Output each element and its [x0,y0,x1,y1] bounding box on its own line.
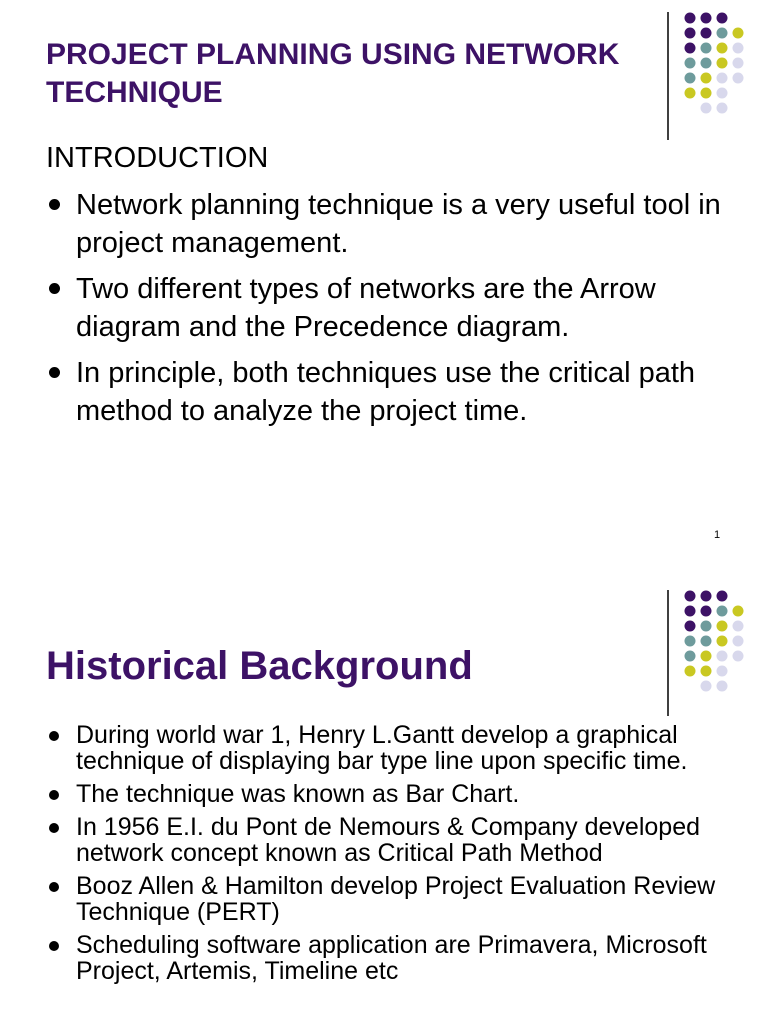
decorative-dot [717,651,728,662]
decorative-dot [701,651,712,662]
decorative-dot [701,666,712,677]
decorative-dot [717,103,728,114]
decorative-dot [717,636,728,647]
bullet-icon [49,941,59,951]
list-item-text: Booz Allen & Hamilton develop Project Evaluation Review Technique (PERT) [76,872,716,926]
list-item [46,354,736,430]
bullet-icon [49,283,60,294]
decorative-dot [685,621,696,632]
decorative-dot [717,43,728,54]
list-item-text: Scheduling software application are Primavera, Microsoft Project, Artemis, Timeline etc [76,931,707,985]
decorative-dot [733,43,744,54]
decorative-dot [685,43,696,54]
slide-title: Historical Background [46,644,473,688]
decorative-dot [717,88,728,99]
decorative-dot [685,28,696,39]
decorative-dot [685,651,696,662]
bullet-icon [49,882,59,892]
decorative-dot [701,88,712,99]
decorative-dot [717,28,728,39]
slide-2 [0,564,768,1024]
decorative-dot [685,666,696,677]
page-number: 1 [714,529,721,541]
decorative-dot [685,636,696,647]
decorative-dot [701,13,712,24]
bullet-list [46,722,736,991]
bullet-icon [49,823,59,833]
decorative-dot [733,606,744,617]
decorative-dot [717,666,728,677]
list-item [46,270,736,346]
bullet-icon [49,790,59,800]
decorative-dot [701,606,712,617]
decorative-dot [717,681,728,692]
decorative-dot [685,73,696,84]
decorative-dot [701,621,712,632]
list-item [46,781,736,807]
bullet-list [46,186,736,438]
decorative-dot [701,73,712,84]
decorative-dot [733,58,744,69]
decorative-dot [717,13,728,24]
bullet-icon [49,199,60,210]
decorative-dot [685,13,696,24]
decorative-dot [733,651,744,662]
bullet-icon [49,367,60,378]
decorative-dot [717,606,728,617]
decorative-dot [733,73,744,84]
list-item [46,186,736,262]
decorative-dot [701,681,712,692]
list-item-text: In 1956 E.I. du Pont de Nemours & Company developed network concept known as Critical Path Method [76,813,700,867]
decorative-dot [717,621,728,632]
decorative-dot [685,591,696,602]
bullet-icon [49,731,59,741]
decorative-dot [717,58,728,69]
list-item-text: Two different types of networks are the Arrow diagram and the Precedence diagram. [76,273,656,343]
decorative-dot [733,636,744,647]
dot-pattern-icon [664,10,768,140]
list-item [46,814,736,866]
decorative-dot [685,606,696,617]
decorative-dot [717,73,728,84]
decorative-dot [701,28,712,39]
decorative-dot [701,43,712,54]
list-item-text: During world war 1, Henry L.Gantt develop a graphical technique of displaying bar type line upon specific time. [76,721,688,775]
slide-title: PROJECT PLANNING USING NETWORK TECHNIQUE [46,38,620,109]
decorative-dot [733,621,744,632]
dot-pattern-icon [664,588,768,718]
decorative-dot [733,28,744,39]
decorative-dot [685,58,696,69]
decorative-dot [685,88,696,99]
decorative-dot [701,58,712,69]
list-item-text: The technique was known as Bar Chart. [76,780,520,808]
list-item-text: In principle, both techniques use the critical path method to analyze the project time. [76,357,696,427]
decorative-dot [701,591,712,602]
decorative-dot [701,636,712,647]
list-item [46,932,736,984]
list-item-text: Network planning technique is a very useful tool in project management. [76,189,721,259]
section-heading: INTRODUCTION [46,142,269,174]
decorative-dot [701,103,712,114]
decorative-dot [717,591,728,602]
list-item [46,722,736,774]
list-item [46,873,736,925]
